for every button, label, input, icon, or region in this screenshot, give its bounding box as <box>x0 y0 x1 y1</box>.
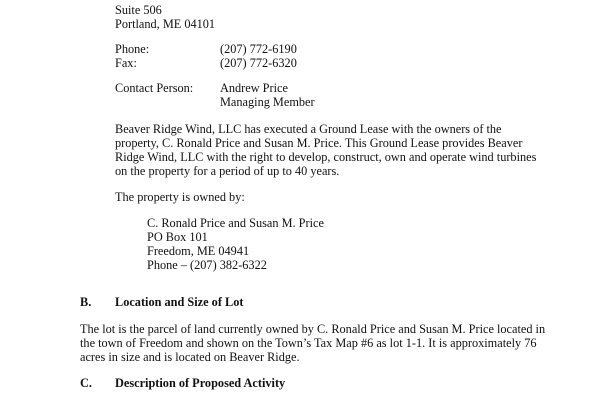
lease-line: on the property for a period of up to 40 years. <box>115 164 340 178</box>
contact-person-title: Managing Member <box>220 95 315 109</box>
lease-line: property, C. Ronald Price and Susan M. Price. This Ground Lease provides Beaver <box>115 136 523 150</box>
section-b-title: Location and Size of Lot <box>115 295 244 309</box>
lease-line: Beaver Ridge Wind, LLC has executed a Ground Lease with the owners of the <box>115 122 502 136</box>
fax-label: Fax: <box>115 56 137 70</box>
section-c-letter: C. <box>80 376 92 390</box>
section-c-title: Description of Proposed Activity <box>115 376 286 390</box>
fax-value: (207) 772-6320 <box>220 56 297 70</box>
section-b-line: The lot is the parcel of land currently owned by C. Ronald Price and Susan M. Price located in <box>80 322 546 336</box>
owner-city: Freedom, ME 04941 <box>147 244 250 258</box>
phone-label: Phone: <box>115 42 150 56</box>
address-suite: Suite 506 <box>115 3 162 17</box>
ownership-intro: The property is owned by: <box>115 190 245 204</box>
contact-person-name: Andrew Price <box>220 81 288 95</box>
section-b-line: acres in size and is located on Beaver Ridge. <box>80 350 300 364</box>
section-b-letter: B. <box>80 295 92 309</box>
owner-po-box: PO Box 101 <box>147 230 208 244</box>
address-city: Portland, ME 04101 <box>115 17 216 31</box>
contact-person-label: Contact Person: <box>115 81 194 95</box>
section-b-line: the town of Freedom and shown on the Town’s Tax Map #6 as lot 1-1. It is approximately 76 <box>80 336 537 350</box>
lease-line: Ridge Wind, LLC with the right to develop, construct, own and operate wind turbines <box>115 150 537 164</box>
owner-phone: Phone – (207) 382-6322 <box>147 258 267 272</box>
phone-value: (207) 772-6190 <box>220 42 297 56</box>
owner-names: C. Ronald Price and Susan M. Price <box>147 216 324 230</box>
